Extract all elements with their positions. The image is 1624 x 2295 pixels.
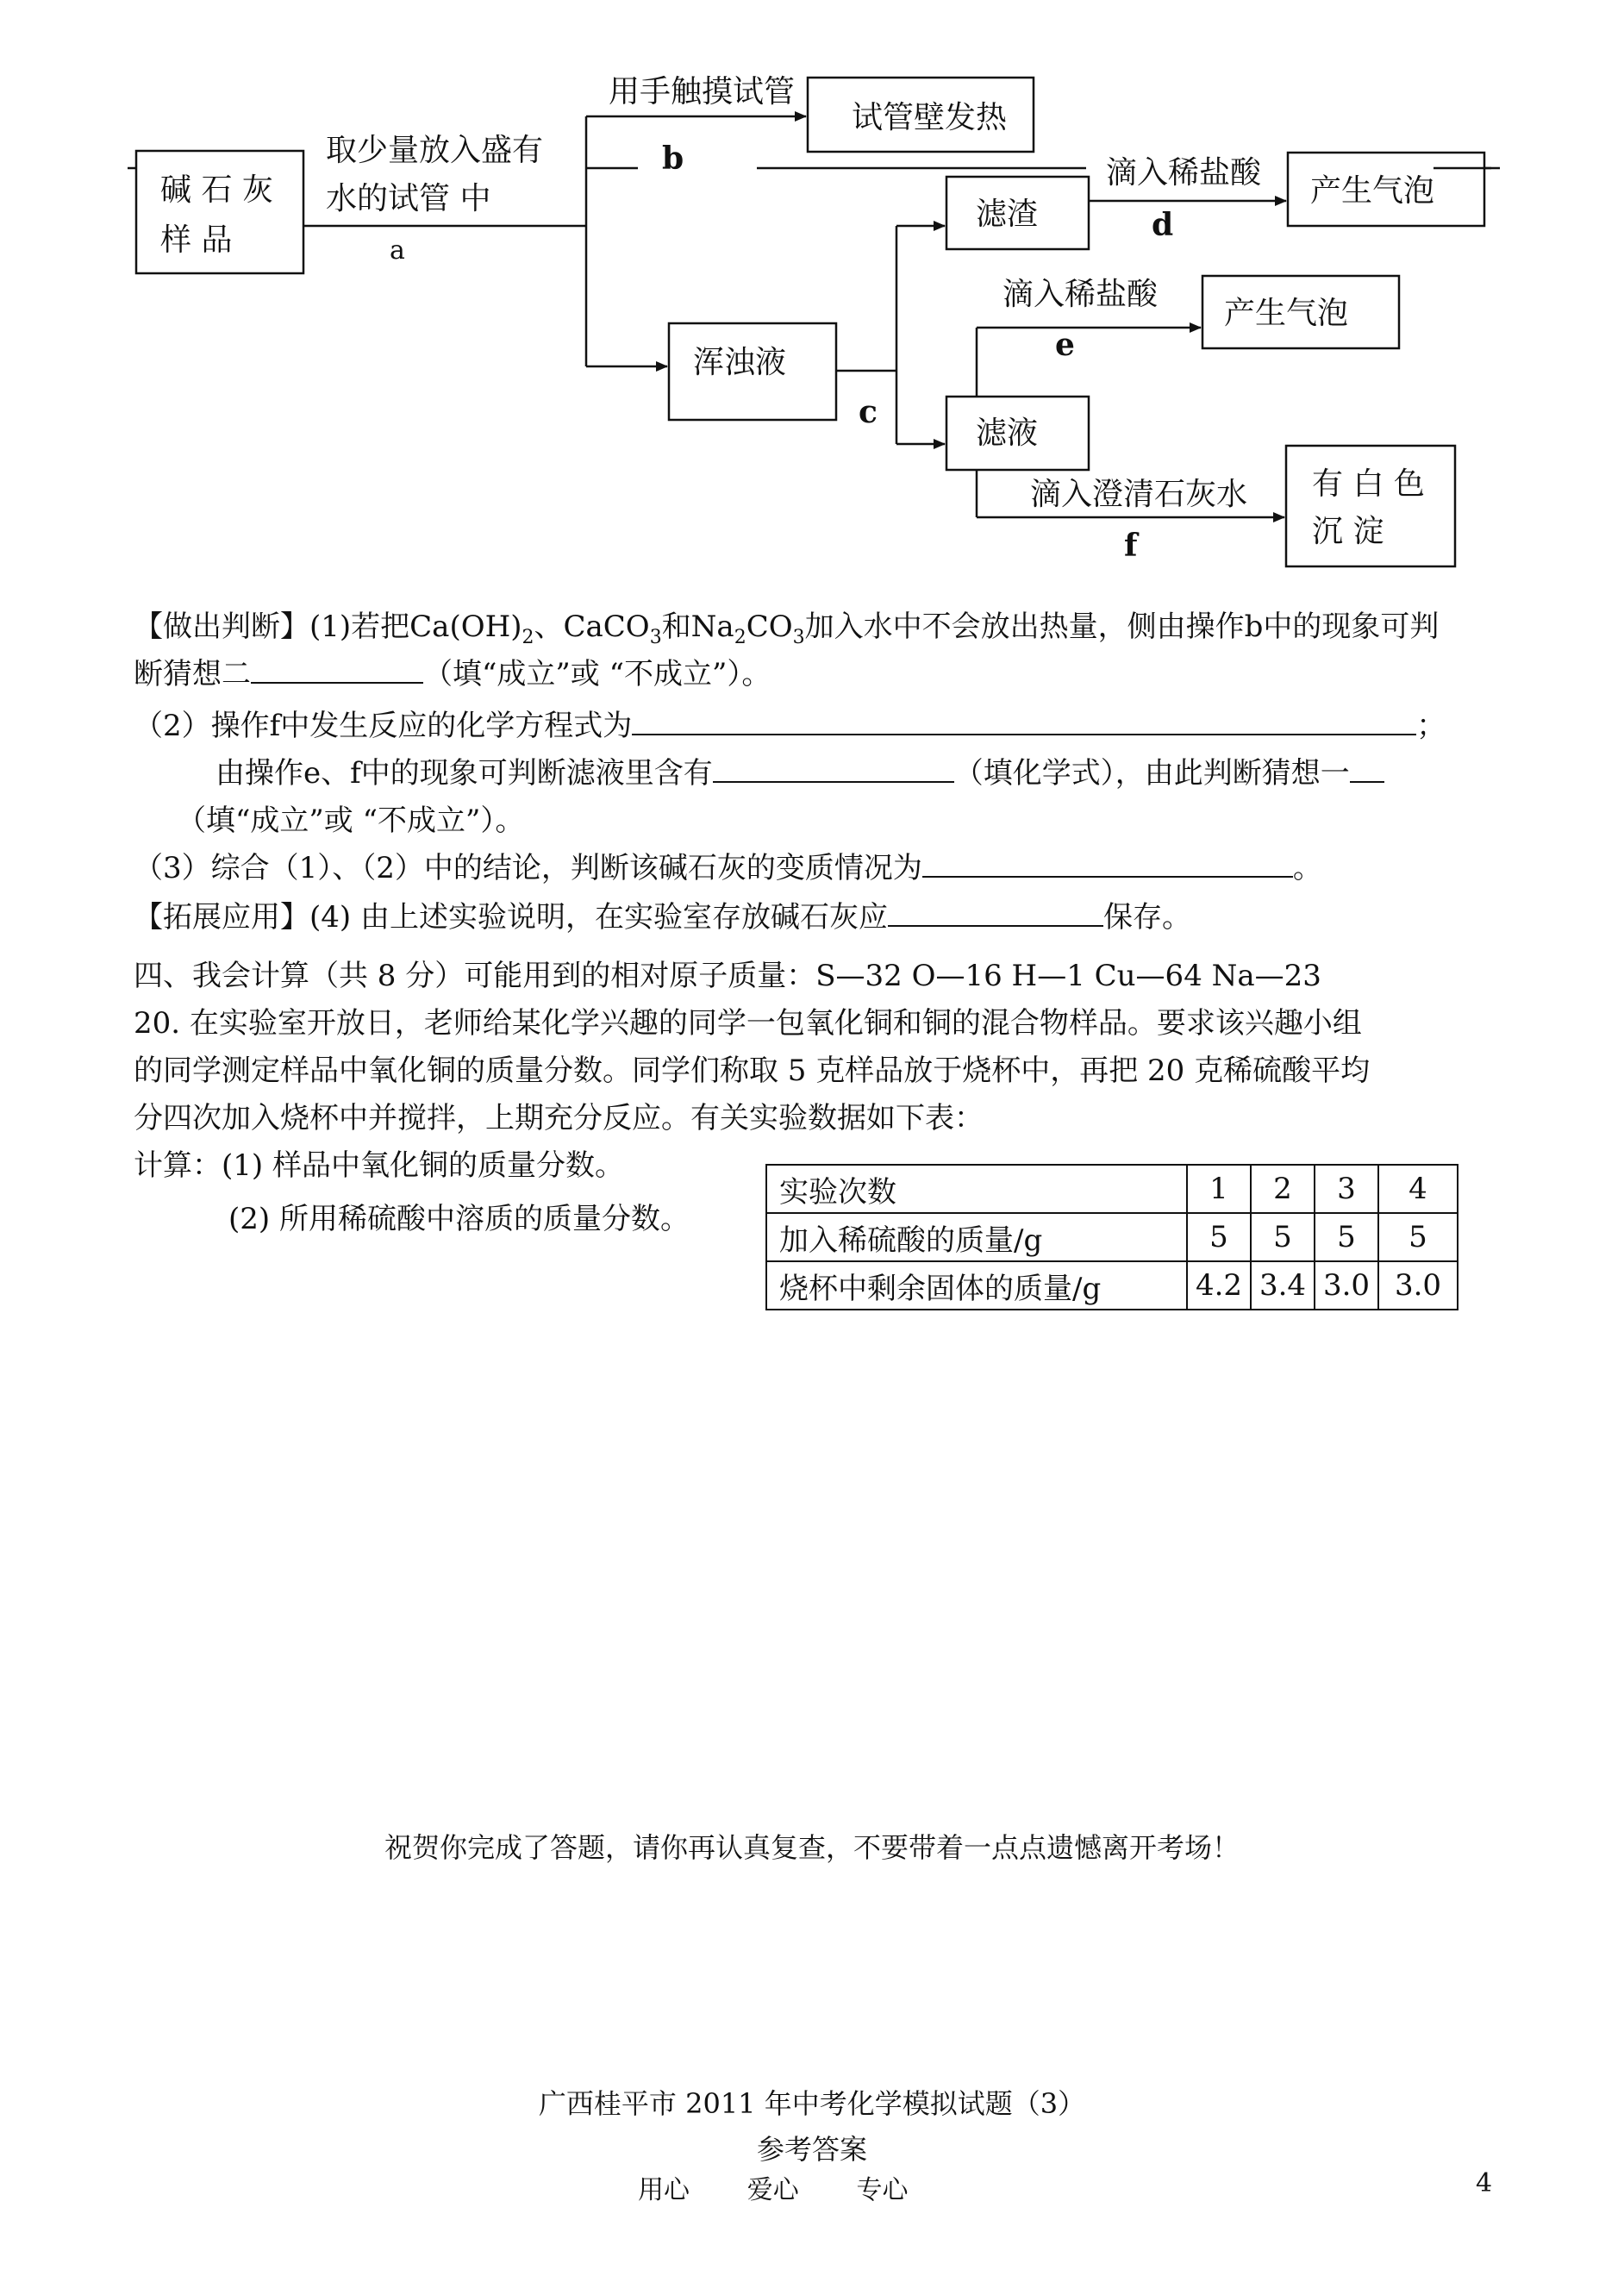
table-row xyxy=(766,1261,1458,1310)
hot-wall-label: 试管壁发热 xyxy=(852,100,1008,135)
bubbles-d-label: 产生气泡 xyxy=(1310,173,1435,209)
row-label: 加入稀硫酸的质量/g xyxy=(766,1213,1187,1261)
sample-label-1: 碱 石 灰 xyxy=(160,172,273,208)
table-row xyxy=(766,1213,1458,1261)
table-cell: 5 xyxy=(1378,1213,1458,1261)
judgment-line-6: （3）综合（1）、（2）中的结论，判断该碱石灰的变质情况为 。 xyxy=(134,851,1322,885)
closing-message: 祝贺你完成了答题，请你再认真复查，不要带着一点点遗憾离开考场！ xyxy=(384,1831,1240,1864)
table-cell: 3.4 xyxy=(1251,1261,1315,1310)
letter-b: b xyxy=(662,141,684,177)
table-cell: 2 xyxy=(1251,1165,1315,1213)
storage-blank[interactable] xyxy=(888,899,1103,927)
letter-d: d xyxy=(1152,207,1174,243)
q20-line-2: 的同学测定样品中氧化铜的质量分数。同学们称取 5 克样品放于烧杯中，再把 20 克稀硫酸平均 xyxy=(134,1054,1371,1088)
judgment-line-1: 【做出判断】(1)若把$Ca(OH)_2$、CaCO$_3$和$Na_2CO_3$加入水中不会放出热量，侧由操作b中的现象可判 xyxy=(134,610,1440,648)
table-cell: 3 xyxy=(1315,1165,1378,1213)
row-label: 烧杯中剩余固体的质量/g xyxy=(766,1261,1187,1310)
condition-blank[interactable] xyxy=(922,850,1293,878)
table-cell: 5 xyxy=(1315,1213,1378,1261)
letter-c: c xyxy=(859,394,878,430)
table-cell: 4.2 xyxy=(1187,1261,1251,1310)
turbid-label: 浑浊液 xyxy=(693,345,787,380)
answer-blank-1[interactable] xyxy=(251,656,423,684)
calc-item-2: (2) 所用稀硫酸中溶质的质量分数。 xyxy=(228,1202,690,1236)
answer-blank-2[interactable] xyxy=(1350,755,1384,783)
judgment-line-4: 由操作e、f中的现象可判断滤液里含有 （填化学式），由此判断猜想一 xyxy=(215,754,1384,792)
step-b-label: 用手触摸试管 xyxy=(609,74,796,109)
residue-label: 滤渣 xyxy=(976,197,1039,232)
step-e-label: 滴入稀盐酸 xyxy=(1003,277,1159,312)
judgment-line-5: （填“成立”或 “不成立”）。 xyxy=(177,804,525,838)
experiment-flowchart xyxy=(0,0,1624,603)
letter-e: e xyxy=(1055,327,1075,363)
step-f-label: 滴入澄清石灰水 xyxy=(1030,477,1248,512)
answer-title: 广西桂平市 2011 年中考化学模拟试题（3） xyxy=(538,2087,1086,2120)
equation-blank[interactable] xyxy=(632,708,1416,735)
judgment-line-3: （2）操作f中发生反应的化学方程式为 ； xyxy=(134,709,1446,743)
sample-label-2: 样 品 xyxy=(160,222,233,258)
experiment-data-table xyxy=(765,1164,1458,1310)
precipitate-label-2: 沉 淀 xyxy=(1312,514,1384,549)
step-a-label-2: 水的试管 中 xyxy=(326,181,491,216)
letter-f: f xyxy=(1124,528,1138,564)
table-cell: 3.0 xyxy=(1378,1261,1458,1310)
table-cell: 1 xyxy=(1187,1165,1251,1213)
calc-item-1: 计算：(1) 样品中氧化铜的质量分数。 xyxy=(134,1148,624,1183)
page-number: 4 xyxy=(1476,2168,1493,2198)
letter-a: a xyxy=(390,235,405,266)
bubbles-e-label: 产生气泡 xyxy=(1224,296,1349,331)
section4-heading: 四、我会计算（共 8 分）可能用到的相对原子质量：S—32 O—16 H—1 Cu—64 Na—23 xyxy=(134,959,1321,993)
table-cell: 3.0 xyxy=(1315,1261,1378,1310)
filtrate-label: 滤液 xyxy=(976,416,1039,451)
formula-blank[interactable] xyxy=(713,755,954,783)
table-row xyxy=(766,1165,1458,1213)
answer-subtitle: 参考答案 xyxy=(756,2133,867,2166)
judgment-line-2: 断猜想二 （填“成立”或 “不成立”）。 xyxy=(134,657,771,691)
table-cell: 4 xyxy=(1378,1165,1458,1213)
table-cell: 5 xyxy=(1251,1213,1315,1261)
precipitate-label-1: 有 白 色 xyxy=(1312,466,1425,502)
q20-line-3: 分四次加入烧杯中并搅拌，上期充分反应。有关实验数据如下表： xyxy=(134,1101,984,1135)
judgment-line-7: 【拓展应用】(4) 由上述实验说明，在实验室存放碱石灰应 保存。 xyxy=(134,900,1191,935)
row-label: 实验次数 xyxy=(766,1165,1187,1213)
step-d-label: 滴入稀盐酸 xyxy=(1106,155,1262,191)
q20-line-1: 20. 在实验室开放日，老师给某化学兴趣的同学一包氧化铜和铜的混合物样品。要求该兴趣小组 xyxy=(134,1006,1362,1041)
step-a-label-1: 取少量放入盛有 xyxy=(326,133,544,168)
table-cell: 5 xyxy=(1187,1213,1251,1261)
footer-motto: 用心 爱心 专心 xyxy=(638,2175,909,2205)
